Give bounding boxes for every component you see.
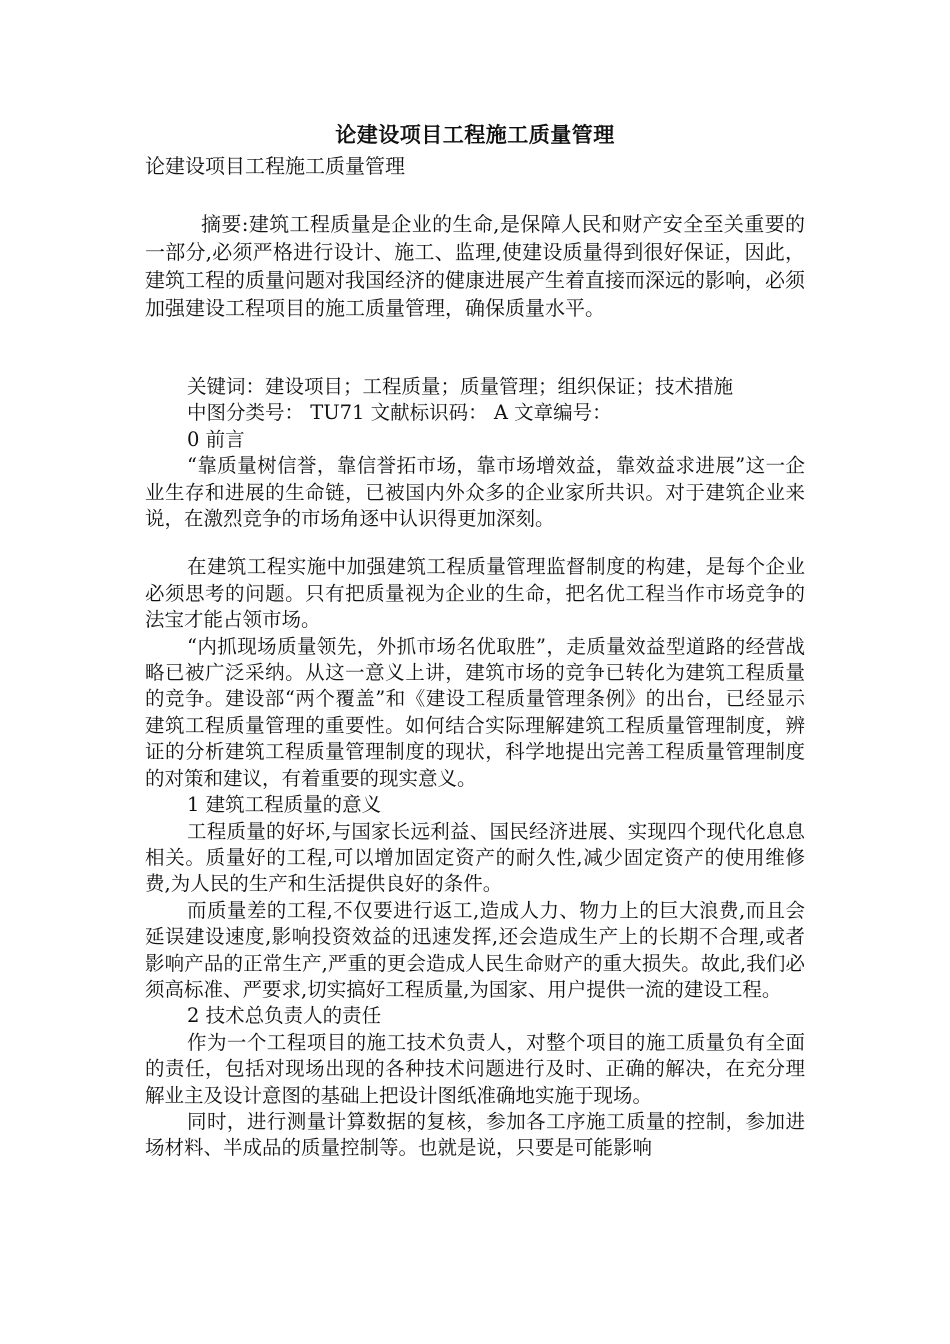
paragraph-2: 在建筑工程实施中加强建筑工程质量管理监督制度的构建，是每个企业必须思考的问题。只有把质量视为企业的生命，把名优工程当作市场竞争的法宝才能占领市场。 (145, 555, 805, 632)
paragraph-5: 而质量差的工程,不仅要进行返工,造成人力、物力上的巨大浪费,而且会延误建设速度,影响投资效益的迅速发挥,还会造成生产上的长期不合理,或者影响产品的正常生产,严重的更会造成人民生命财产的重大损失。故此,我们必须高标准、严要求,切实搞好工程质量,为国家、用户提供一流的建设工程。 (145, 898, 805, 1001)
document-subtitle: 论建设项目工程施工质量管理 (145, 154, 405, 178)
section-2-heading: 2 技术总负责人的责任 (187, 1004, 382, 1028)
paragraph-3: “内抓现场质量领先，外抓市场名优取胜”，走质量效益型道路的经营战略已被广泛采纳。从这一意义上讲，建筑市场的竞争已转化为建筑工程质量的竞争。建设部“两个覆盖”和《建设工程质量管理条例》的出台，已经显示建筑工程质量管理的重要性。如何结合实际理解建筑工程质量管理制度，辨证的分析建筑工程质量管理制度的现状，科学地提出完善工程质量管理制度的对策和建议，有着重要的现实意义。 (145, 634, 805, 790)
keywords-paragraph: 关键词：建设项目；工程质量；质量管理；组织保证；技术措施 (187, 375, 734, 398)
abstract-paragraph: 摘要:建筑工程质量是企业的生命,是保障人民和财产安全至关重要的一部分,必须严格进行设计、施工、监理,使建设质量得到很好保证，因此，建筑工程的质量问题对我国经济的健康进展产生着直接而深远的影响，必须加强建设工程项目的施工质量管理，确保质量水平。 (145, 212, 805, 320)
paragraph-6: 作为一个工程项目的施工技术负责人，对整个项目的施工质量负有全面的责任，包括对现场出现的各种技术问题进行及时、正确的解决，在充分理解业主及设计意图的基础上把设计图纸准确地实施于现场。 (145, 1030, 805, 1107)
paragraph-1: “靠质量树信誉，靠信誉拓市场，靠市场增效益，靠效益求进展”这一企业生存和进展的生命链，已被国内外众多的企业家所共识。对于建筑企业来说，在激烈竞争的市场角逐中认识得更加深刻。 (145, 454, 805, 531)
section-1-heading: 1 建筑工程质量的意义 (187, 793, 382, 817)
paragraph-4: 工程质量的好坏,与国家长远利益、国民经济进展、实现四个现代化息息相关。质量好的工程,可以增加固定资产的耐久性,减少固定资产的使用维修费,为人民的生产和生活提供良好的条件。 (145, 819, 805, 896)
document-title: 论建设项目工程施工质量管理 (335, 122, 615, 147)
paragraph-7: 同时，进行测量计算数据的复核，参加各工序施工质量的控制，参加进场材料、半成品的质量控制等。也就是说，只要是可能影响 (145, 1109, 805, 1160)
section-0-heading: 0 前言 (187, 427, 245, 451)
classification-line: 中图分类号： TU71 文献标识码： A 文章编号： (187, 401, 612, 425)
document-page (145, 120, 805, 1162)
